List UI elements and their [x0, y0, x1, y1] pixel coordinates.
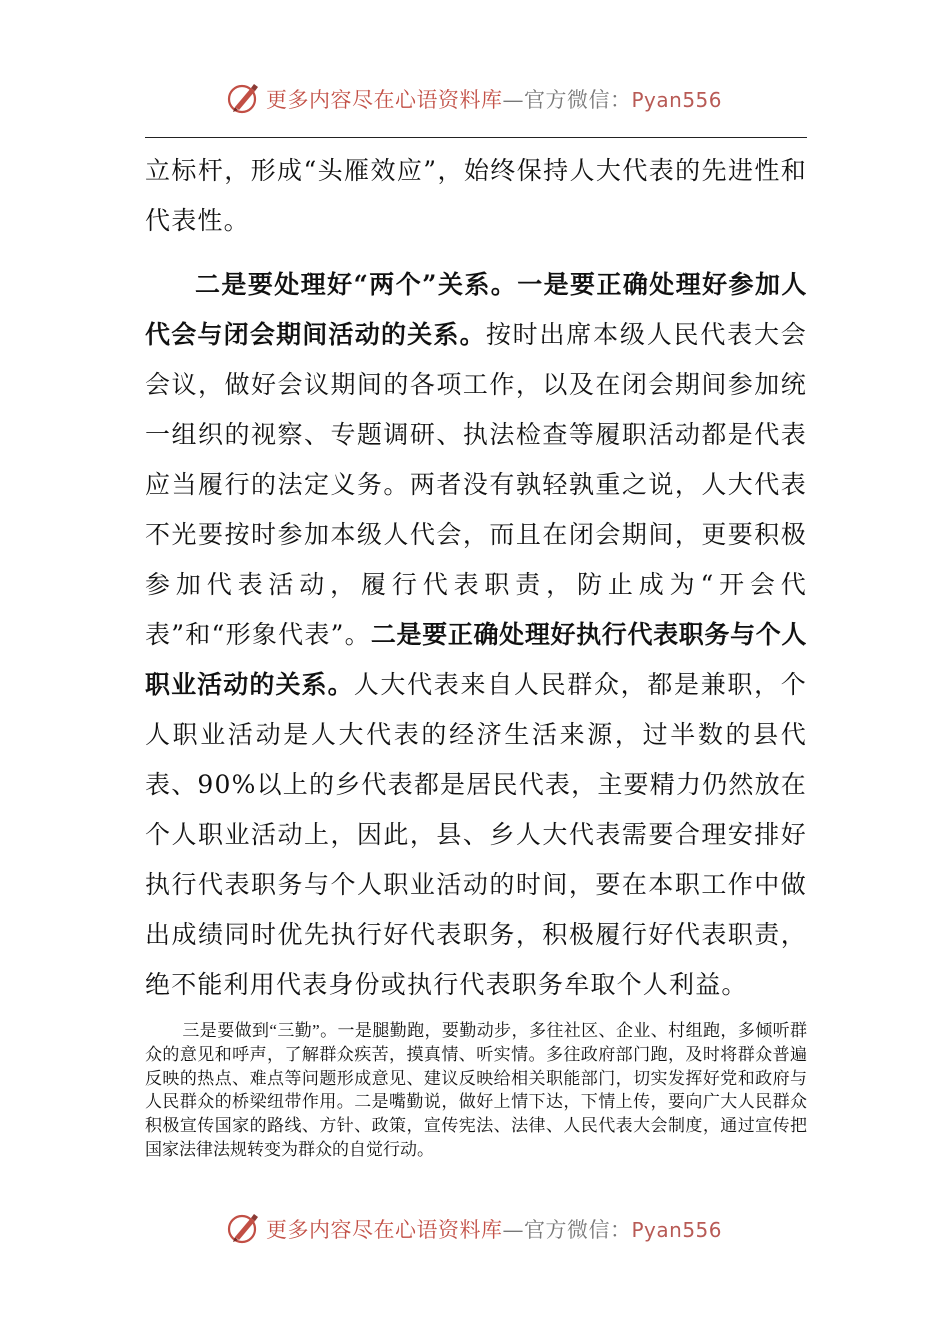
sub-point-1-heading: 一是要正确处理好参加人代会与闭会期间活动的关系。 — [145, 270, 807, 349]
footer-banner — [0, 1206, 950, 1254]
header-brand-line — [266, 84, 722, 114]
header-divider — [145, 137, 807, 138]
footer-brand: 更多内容尽在心语资料库 — [266, 1218, 503, 1242]
pen-logo-icon — [226, 1210, 262, 1246]
document-body — [145, 146, 807, 1010]
header-contact-label: 官方微信： — [524, 88, 632, 112]
header-banner — [0, 76, 950, 124]
paragraph-three-diligence: 三是要做到“三勤”。一是腿勤跑，要勤动步，多往社区、企业、村组跑，多倾听群众的意见和呼声，了解群众疾苦，摸真情、听实情。多往政府部门跑，及时将群众普遍反映的热点、难点等问题形成意见、建议反映给相关职能部门，切实发挥好党和政府与人民群众的桥梁纽带作用。二是嘴勤说，做好上情下达，下情上传，要向广大人民群众积极宣传国家的路线、方针、政策，宣传宪法、法律、人民代表大会制度，通过宣传把国家法律法规转变为群众的自觉行动。 — [145, 1021, 807, 1159]
footer-contact-label: 官方微信： — [524, 1218, 632, 1242]
footer-separator: — — [502, 1218, 524, 1242]
paragraph-two-relations — [145, 260, 807, 1010]
pen-logo-icon — [226, 80, 262, 116]
footer-contact-id: Pyan556 — [631, 1218, 723, 1242]
paragraph-continuation: 立标杆，形成“头雁效应”，始终保持人大代表的先进性和代表性。 — [145, 156, 807, 235]
header-contact-id: Pyan556 — [631, 88, 723, 112]
header-separator: — — [502, 88, 524, 112]
footer-brand-line — [266, 1214, 722, 1244]
sub-point-2-heading: 二是要正确处理好执行代表职务与个人职业活动的关系。 — [145, 620, 808, 699]
sub-point-2-text: 人大代表来自人民群众，都是兼职，个人职业活动是人大代表的经济生活来源，过半数的县代表、90%以上的乡代表都是居民代表，主要精力仍然放在个人职业活动上，因此，县、乡人大代表需要合理安排好执行代表职务与个人职业活动的时间，要在本职工作中做出成绩同时优先执行好代表职务，积极履行好代表职责，绝不能利用代表身份或执行代表职务牟取个人利益。 — [145, 670, 807, 999]
sub-point-1-text: 按时出席本级人民代表大会会议，做好会议期间的各项工作，以及在闭会期间参加统一组织的视察、专题调研、执法检查等履职活动都是代表应当履行的法定义务。两者没有孰轻孰重之说，人大代表不光要按时参加本级人代会，而且在闭会期间，更要积极参加代表活动，履行代表职责，防止成为“开会代表”和“形象代表”。 — [145, 320, 807, 649]
header-brand: 更多内容尽在心语资料库 — [266, 88, 503, 112]
section-heading: 二是要处理好“两个”关系。 — [195, 270, 518, 299]
